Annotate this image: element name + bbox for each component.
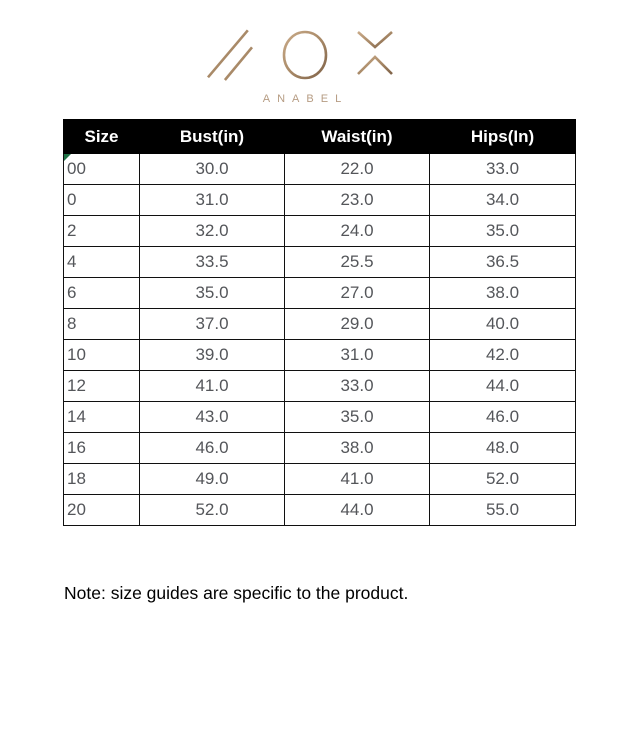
table-row [64,340,576,371]
bust-cell: 49.0 [140,464,285,495]
waist-cell: 35.0 [285,402,430,433]
table-row [64,247,576,278]
logo-x-bottom-chevron [358,57,392,74]
hips-cell: 55.0 [430,495,576,526]
brand-logo [202,24,402,105]
bust-cell: 37.0 [140,309,285,340]
size-cell: 14 [64,402,140,433]
table-row [64,216,576,247]
nox-logo-icon [202,24,402,86]
hips-cell: 40.0 [430,309,576,340]
waist-cell: 41.0 [285,464,430,495]
logo-x-top-chevron [358,32,392,47]
size-cell: 2 [64,216,140,247]
note-text: Note: size guides are specific to the product. [64,583,409,603]
column-header-bust: Bust(in) [140,120,285,154]
size-cell: 18 [64,464,140,495]
hips-cell: 36.5 [430,247,576,278]
bust-cell: 35.0 [140,278,285,309]
table-row [64,495,576,526]
hips-cell: 42.0 [430,340,576,371]
bust-cell: 32.0 [140,216,285,247]
size-cell: 00 [64,154,140,185]
bust-cell: 41.0 [140,371,285,402]
hips-cell: 48.0 [430,433,576,464]
waist-cell: 24.0 [285,216,430,247]
size-cell: 0 [64,185,140,216]
size-cell: 16 [64,433,140,464]
column-header-size: Size [64,120,140,154]
header-row [64,120,576,154]
bust-cell: 52.0 [140,495,285,526]
table-row [64,185,576,216]
table-row [64,464,576,495]
size-cell: 20 [64,495,140,526]
size-cell: 12 [64,371,140,402]
brand-sub-label: ANABEL [262,93,349,105]
waist-cell: 44.0 [285,495,430,526]
size-table-body [64,154,576,526]
waist-cell: 25.5 [285,247,430,278]
waist-cell: 33.0 [285,371,430,402]
bust-cell: 33.5 [140,247,285,278]
table-row [64,309,576,340]
waist-cell: 38.0 [285,433,430,464]
hips-cell: 33.0 [430,154,576,185]
table-row [64,371,576,402]
bust-cell: 43.0 [140,402,285,433]
table-row [64,402,576,433]
waist-cell: 23.0 [285,185,430,216]
cell-annotation-marker [64,154,71,161]
hips-cell: 44.0 [430,371,576,402]
size-cell: 8 [64,309,140,340]
bust-cell: 30.0 [140,154,285,185]
column-header-hips: Hips(In) [430,120,576,154]
table-row [64,154,576,185]
bust-cell: 31.0 [140,185,285,216]
table-row [64,433,576,464]
hips-cell: 35.0 [430,216,576,247]
hips-cell: 46.0 [430,402,576,433]
bust-cell: 39.0 [140,340,285,371]
waist-cell: 29.0 [285,309,430,340]
bust-cell: 46.0 [140,433,285,464]
hips-cell: 34.0 [430,185,576,216]
size-cell: 4 [64,247,140,278]
waist-cell: 22.0 [285,154,430,185]
waist-cell: 27.0 [285,278,430,309]
hips-cell: 52.0 [430,464,576,495]
size-cell: 10 [64,340,140,371]
size-table-header [64,120,576,154]
size-cell: 6 [64,278,140,309]
logo-o-ring [284,32,326,78]
table-row [64,278,576,309]
waist-cell: 31.0 [285,340,430,371]
column-header-waist: Waist(in) [285,120,430,154]
hips-cell: 38.0 [430,278,576,309]
size-chart-table [63,119,576,526]
